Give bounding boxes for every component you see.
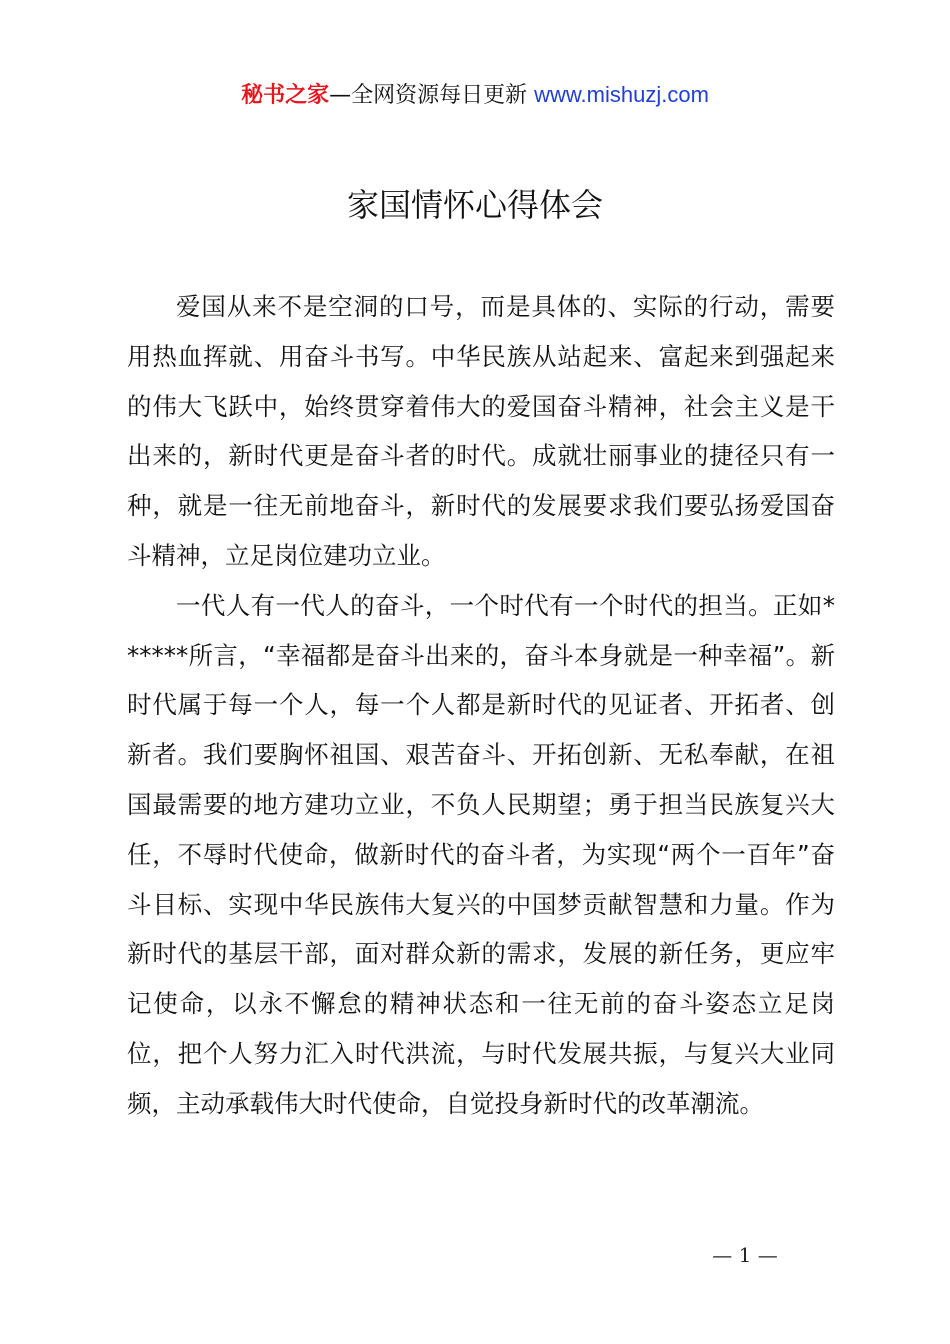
paragraph-1: 爱国从来不是空洞的口号，而是具体的、实际的行动，需要用热血挥就、用奋斗书写。中华民族从站起来、富起来到强起来的伟大飞跃中，始终贯穿着伟大的爱国奋斗精神，社会主义是干出来的，新时代更是奋斗者的时代。成就壮丽事业的捷径只有一种，就是一往无前地奋斗，新时代的发展要求我们要弘扬爱国奋斗精神，立足岗位建功立业。 (127, 292, 835, 570)
page-number: — 1 — (712, 1243, 778, 1267)
document-body (127, 282, 835, 1129)
site-header-banner (0, 78, 950, 113)
paragraph-2: 一代人有一代人的奋斗，一个时代有一个时代的担当。正如******所言，“幸福都是奋斗出来的，奋斗本身就是一种幸福”。新时代属于每一个人，每一个人都是新时代的见证者、开拓者、创新者。我们要胸怀祖国、艰苦奋斗、开拓创新、无私奉献，在祖国最需要的地方建功立业，不负人民期望；勇于担当民族复兴大任，不辱时代使命，做新时代的奋斗者，为实现“两个一百年”奋斗目标、实现中华民族伟大复兴的中国梦贡献智慧和力量。作为新时代的基层干部，面对群众新的需求，发展的新任务，更应牢记使命，以永不懈怠的精神状态和一往无前的奋斗姿态立足岗位，把个人努力汇入时代洪流，与时代发展共振，与复兴大业同频，主动承载伟大时代使命，自觉投身新时代的改革潮流。 (127, 590, 835, 1118)
site-tagline: —全网资源每日更新 (329, 83, 535, 108)
site-url-link[interactable]: www.mishuzj.com (534, 82, 709, 107)
document-title: 家国情怀心得体会 (346, 186, 603, 224)
site-brand-name: 秘书之家 (241, 83, 330, 108)
